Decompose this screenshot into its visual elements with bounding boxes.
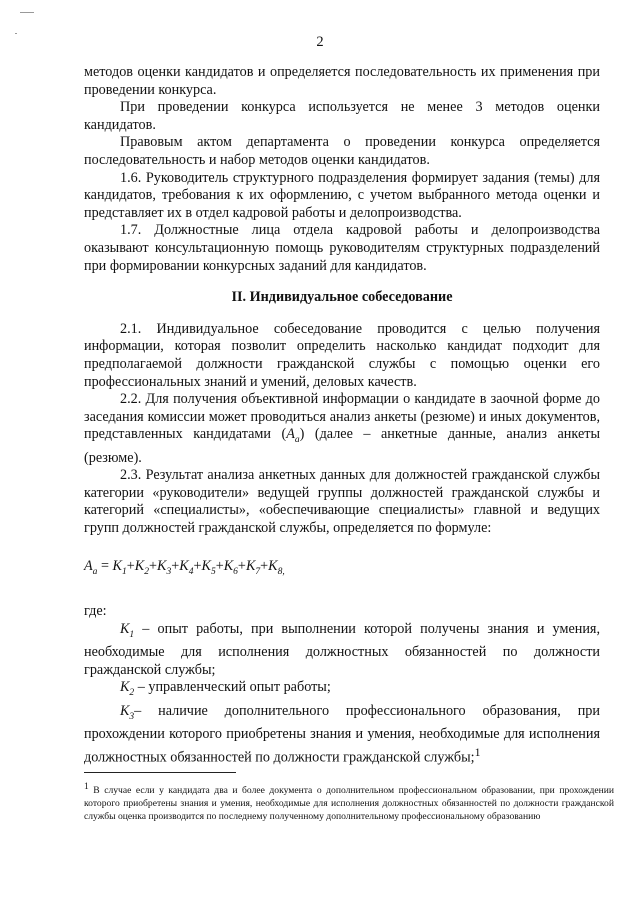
document-body (84, 64, 600, 767)
formula-term: K (268, 557, 278, 574)
paragraph-2-1: 2.1. Индивидуальное собеседование проводится с целью получения информации, которая позволит определить насколько кандидат подходит для предполагаемой должности гражданской службы с помощью оценки его профессиональных знаний и умений, деловых качеств. (84, 320, 600, 390)
paragraph: Правовым актом департамента о проведении конкурса определяется последовательность и набор методов оценки кандидатов. (84, 134, 600, 168)
formula: $А_а = K_1+K_2+K_3+K_4+K_5+K_6+K_7+K_{8,}$ (84, 557, 285, 577)
scan-mark (20, 12, 34, 13)
footnote: $^1$ В случае если у кандидата два и более документа о дополнительном профессиональном образовании, при прохождении которого приобретены знания и умения, необходимые для исполнения должностных обязанностей по должности гражданской службы оценка производится по последнему полученному дополнительному профессиональному образованию (84, 782, 614, 822)
definition-k1: $К_1$ – опыт работы, при выполнении которой получены знания и умения, необходимые для исполнения должностных обязанностей по должности гражданской службы; (84, 620, 600, 678)
formula-term: K (112, 557, 122, 574)
page-number: 2 (316, 34, 324, 50)
paragraph-2-2: 2.2. Для получения объективной информации о кандидате в заочной форме до заседания комиссии может проводиться анализ анкеты (резюме) и иных документов, представленных кандидатами $(А_а)$ (далее – анкетные данные, анализ анкеты (резюме). (84, 391, 600, 466)
paragraph: При проведении конкурса используется не менее 3 методов оценки кандидатов. (84, 99, 600, 133)
formula-term: K (245, 557, 256, 574)
section-heading: II. Индивидуальное собеседование (231, 289, 453, 306)
definition-k2: $К_2$ – управленческий опыт работы; (120, 679, 331, 699)
footnote-separator (84, 772, 236, 773)
paragraph-1-6: 1.6. Руководитель структурного подразделения формирует задания (темы) для кандидатов, требования к их оформлению, с учетом выбранного метода оценки и представляет их в отдел кадровой работы и делопроизводства. (84, 169, 600, 221)
paragraph-2-3: 2.3. Результат анализа анкетных данных для должностей гражданской службы категории «руководители» ведущей группы должностей гражданской службы и категорий «специалисты», «обеспечивающие специалисты» главной и ведущих групп должностей гражданской службы, определяется по формуле: (84, 467, 600, 537)
where-label: где: (84, 603, 107, 620)
formula-term: K (134, 557, 145, 574)
definition-k3: $К_3-$ наличие дополнительного профессионального образования, при прохождении которого приобретены знания и умения, необходимые для исполнения должностных обязанностей по должности гражданской службы;$^1$ (84, 702, 600, 766)
formula-term: K (201, 557, 211, 574)
formula-term: K (223, 557, 234, 574)
formula-term: K (179, 557, 189, 574)
formula-terms: $K_1+K_2+K_3+K_4+K_5+K_6+K_7+K_{8,}$ (112, 557, 285, 577)
paragraph-1-7: 1.7. Должностные лица отдела кадровой работы и делопроизводства оказывают консультационную помощь руководителям структурных подразделений при формировании конкурсных заданий для кандидатов. (84, 222, 600, 274)
paragraph: методов оценки кандидатов и определяется последовательность их применения при проведении конкурса. (84, 64, 600, 98)
formula-term: K (157, 557, 167, 574)
